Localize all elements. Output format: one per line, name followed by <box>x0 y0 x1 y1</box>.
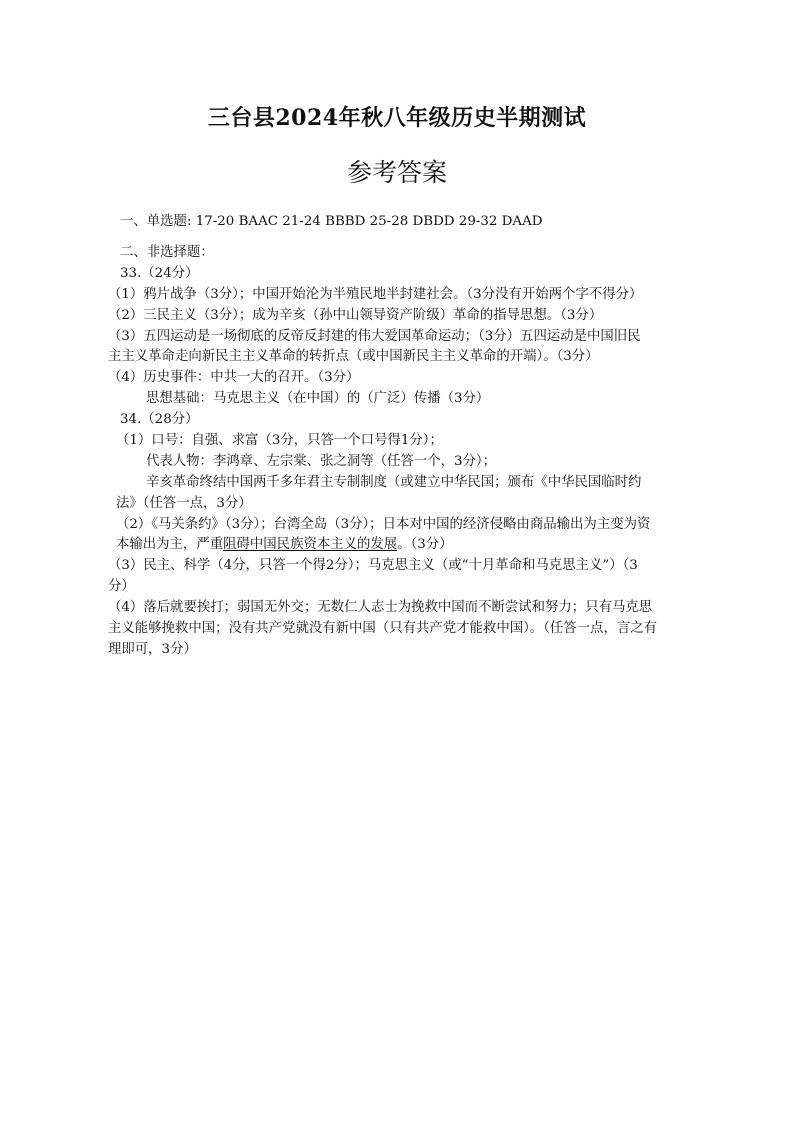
q33-heading: 33.（24分） <box>120 266 199 281</box>
q34-answer-2: （2）《马关条约》（3分）；台湾全岛（3分）；日本对中国的经济侵略由商品输出为主变为资 <box>116 517 651 532</box>
q34-answer-2-cont <box>116 535 696 555</box>
q34-answer-3: （3）民主、科学（4分，只答一个得2分）；马克思主义（或“十月革命和马克思主义”）（3 <box>108 558 638 573</box>
q34-answer-1: （1）口号：自强、求富（3分，只答一个口号得1分）； <box>116 433 443 448</box>
q34-answer-4: （4）落后就要挨打；弱国无外交；无数仁人志士为挽救中国而不断尝试和努力；只有马克思 <box>108 600 653 615</box>
q34-heading: 34.（28分） <box>120 412 199 427</box>
q34-answer-2-text-b: 。（3分） <box>397 537 453 552</box>
q34-answer-4-end: 理即可，3分） <box>108 642 197 657</box>
section-heading-nonchoice: 二、非选择题： <box>120 245 214 260</box>
q34-answer-4-cont: 主义能够挽救中国；没有共产党就没有新中国（只有共产党才能救中国）。（任答一点，言之有 <box>108 621 658 636</box>
page-title: 三台县2024年秋八年级历史半期测试 <box>207 105 587 131</box>
q34-answer-1-revolution: 辛亥革命终结中国两千多年君主专制制度（或建立中华民国；颁布《中华民国临时约 <box>146 475 642 490</box>
choice-answers-line: 一、单选题: 17-20 BAAC 21-24 BBBD 25-28 DBDD 29-32 DAAD <box>120 214 543 229</box>
q33-answer-2: （2）三民主义（3分）；成为辛亥（孙中山领导资产阶级）革命的指导思想。（3分） <box>108 308 603 323</box>
q34-answer-1-cont: 法》（任答一点，3分） <box>116 496 252 511</box>
q33-answer-3: （3）五四运动是一场彻底的反帝反封建的伟大爱国革命运动；（3分）五四运动是中国旧民 <box>108 329 641 344</box>
q33-answer-4-cont: 思想基础：马克思主义（在中国）的（广泛）传播（3分） <box>146 391 490 406</box>
q33-answer-3-cont: 主主义革命走向新民主主义革命的转折点（或中国新民主主义革命的开端）。（3分） <box>108 349 599 364</box>
q34-answer-1-people: 代表人物：李鸿章、左宗棠、张之洞等（任答一个，3分）； <box>146 454 496 469</box>
q34-answer-2-underlined: 阻碍中国民族资本主义的发展 <box>223 537 398 552</box>
q33-answer-4: （4）历史事件：中共一大的召开。（3分） <box>108 370 360 385</box>
q34-answer-3-cont: 分） <box>108 579 135 594</box>
page-subtitle: 参考答案 <box>346 158 447 187</box>
q34-answer-2-text-a: 本输出为主，严重 <box>116 537 224 552</box>
q33-answer-1: （1）鸦片战争（3分）；中国开始沦为半殖民地半封建社会。（3分没有开始两个字不得分） <box>108 287 643 302</box>
